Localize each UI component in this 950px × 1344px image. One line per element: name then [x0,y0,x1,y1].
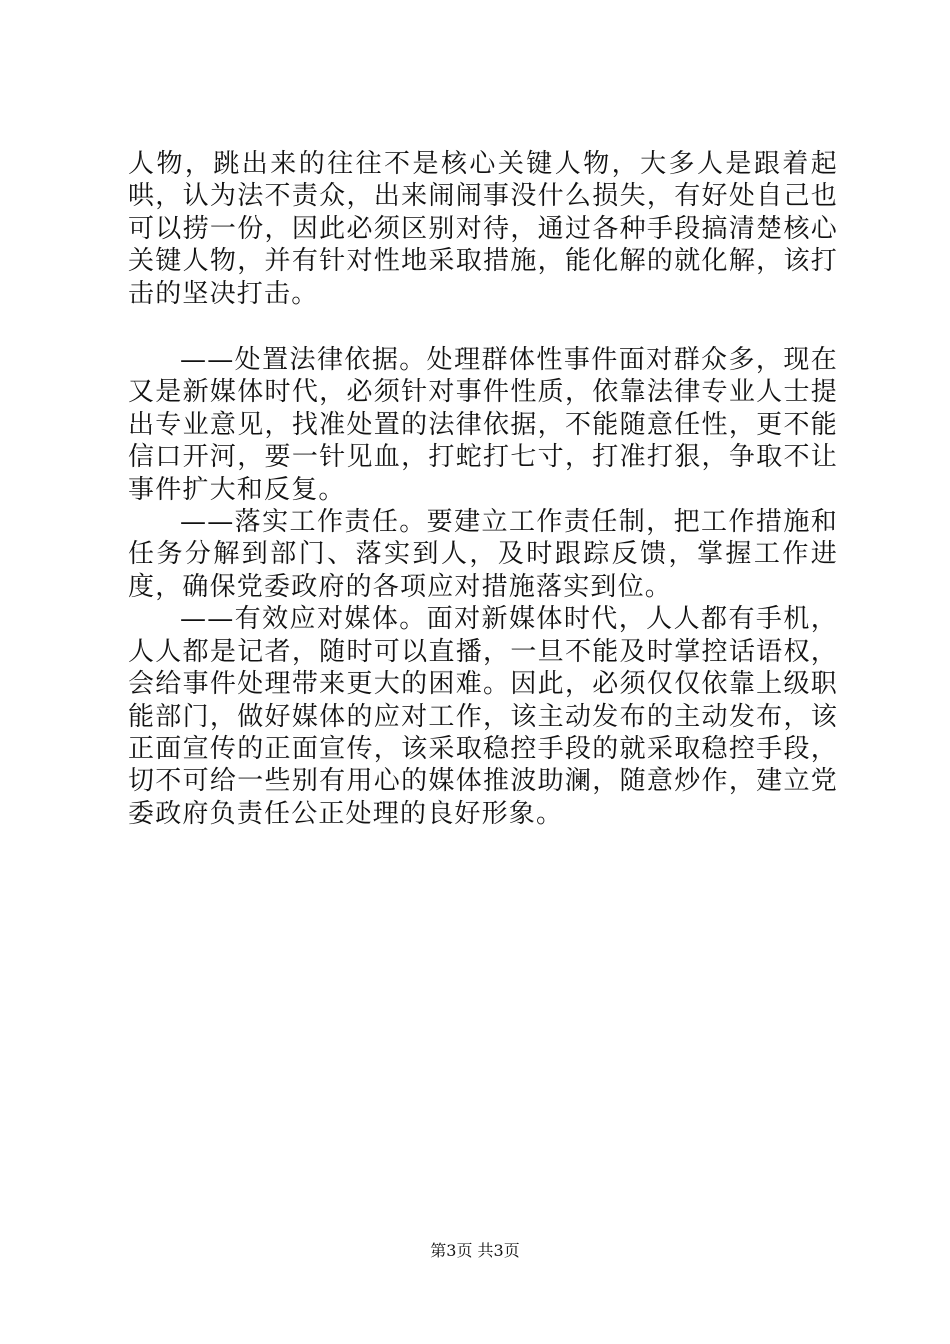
document-body [128,148,838,830]
page-number-footer: 第3页 共3页 [430,1241,520,1260]
paragraph-media-response: ——有效应对媒体。面对新媒体时代，人人都有手机，人人都是记者，随时可以直播，一旦不能及时掌控话语权，会给事件处理带来更大的困难。因此，必须仅仅依靠上级职能部门，做好媒体的应对工作，该主动发布的主动发布，该正面宣传的正面宣传，该采取稳控手段的就采取稳控手段，切不可给一些别有用心的媒体推波助澜，随意炒作，建立党委政府负责任公正处理的良好形象。 [128,604,838,829]
paragraph-work-responsibility: ——落实工作责任。要建立工作责任制，把工作措施和任务分解到部门、落实到人，及时跟踪反馈，掌握工作进度，确保党委政府的各项应对措施落实到位。 [128,507,838,602]
paragraph-legal-basis: ——处置法律依据。处理群体性事件面对群众多，现在又是新媒体时代，必须针对事件性质，依靠法律专业人士提出专业意见，找准处置的法律依据，不能随意任性，更不能信口开河，要一针见血，打蛇打七寸，打准打狠，争取不让事件扩大和反复。 [128,345,838,505]
paragraph-continuation: 人物，跳出来的往往不是核心关键人物，大多人是跟着起哄，认为法不责众，出来闹闹事没什么损失，有好处自己也可以捞一份，因此必须区别对待，通过各种手段搞清楚核心关键人物，并有针对性地采取措施，能化解的就化解，该打击的坚决打击。 [128,149,838,309]
